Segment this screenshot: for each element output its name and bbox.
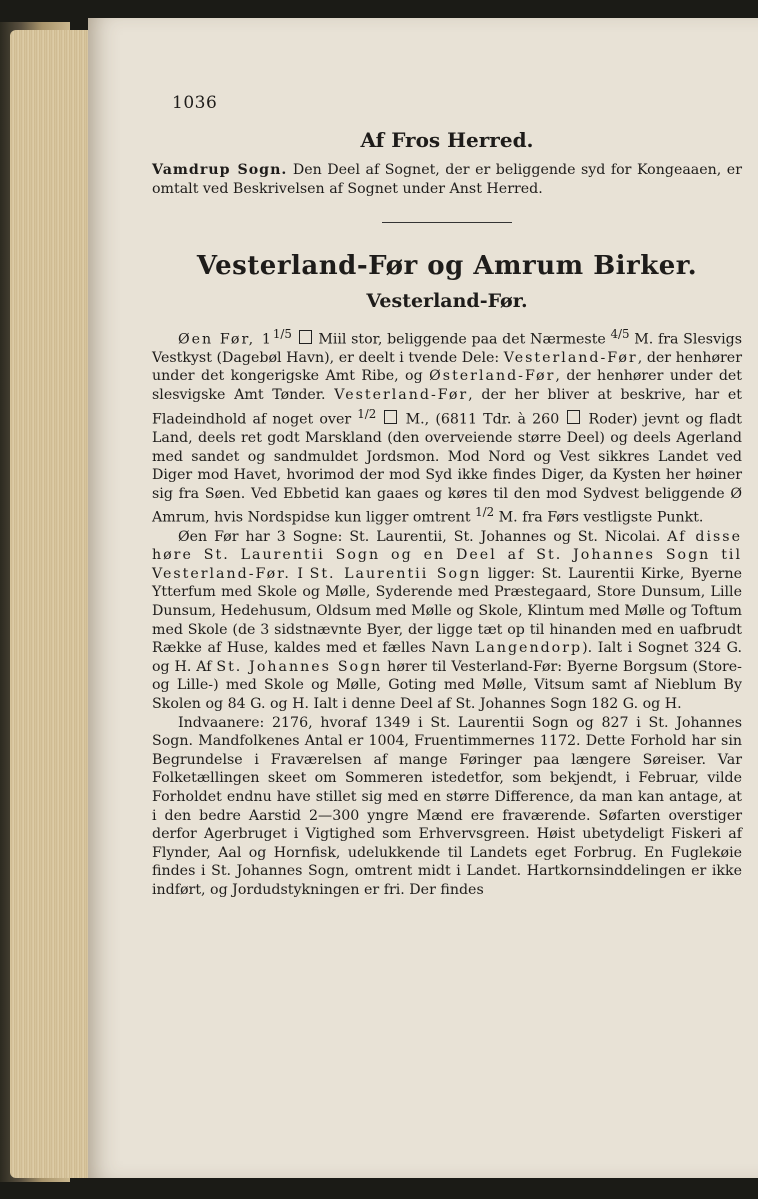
paragraph-island-description (152, 325, 742, 528)
fraction-one-half: 1/2 (357, 406, 377, 421)
p1-text-e: , der henhører under det slesvigske Amt Tønder. (152, 368, 742, 404)
p1-text-h: Roder) jevnt og fladt Land, deels ret godt Marskland (den overveiende større Deel) og deels Agerland med sandet og sandmuldet Jordsmon. Mod Nord og Vest sikkres Landet ved Diger mod Havet, hvorimod der mod Syd ikke findes Diger, da Kysten her høiner sig fra Søen. Ved Ebbetid kan gaaes og køres til den mod Sydvest beliggende Ø Amrum, hvis Nordspidse kun ligger omtrent (152, 411, 742, 527)
p2-text-b: Af disse høre St. Laurentii Sogn og en Deel af St. Johannes Sogn til Vesterland-Før. (152, 528, 742, 582)
st-johannes-sogn-term: St. Johannes Sogn (216, 658, 383, 675)
p1-text-f: , der her bliver at beskrive, har et Fladeindhold af noget over (152, 387, 742, 428)
page-number: 1036 (172, 93, 218, 113)
p2-text-i: hører til Vesterland-Før: Byerne Borgsum (Store- og Lille-) med Skole og Mølle, Goting med Mølle, Vitsum samt af Nieblum By Skolen og 84 G. og H. Ialt i denne Deel af St. Johannes Sogn 182 G. og H. (152, 658, 742, 713)
p2-text-c: I (290, 565, 310, 582)
square-mile-symbol-2 (384, 410, 397, 424)
p1-text-a: Øen Før, 1 (178, 331, 273, 348)
fraction-one-fifth: 1/5 (272, 326, 292, 341)
square-mile-symbol (299, 330, 312, 344)
section-title: Af Fros Herred. (360, 127, 534, 152)
p3-text: Indvaanere: 2176, hvoraf 1349 i St. Laurentii Sogn og 827 i St. Johannes Sogn. Mandfolkenes Antal er 1004, Fruentimmernes 1172. Dette Forhold har sin Begrundelse i Fraværelsen af mange Føringer paa længere Søreiser. Var Folketællingen skeet om Sommeren istedetfor, som bekjendt, i Februar, vilde Forholdet endnu have stillet sig med en større Difference, da man kan antage, at i den bedre Aarstid 2—300 yngre Mænd ere fraværende. Søfarten overstiger derfor Agerbruget i Vigtighed som Erhvervsgreen. Høist ubetydeligt Fiskeri af Flynder, Aal og Hornfisk, udelukkende til Landets eget Forbrug. En Fuglekøie findes i St. Johannes Sogn, omtrent midt i Landet. Hartkornsinddelingen er ikke indført, og Jordudstykningen er fri. Der findes (152, 714, 742, 898)
fraction-four-fifths: 4/5 (610, 326, 630, 341)
p2-text-e: ligger: St. Laurentii Kirke, Byerne Ytterfum med Skole og Mølle, Syderende med Præstegaard, Store Dunsum, Lille Dunsum, Hedehusum, Oldsum med Mølle og Skole, Klintum med Mølle og Toftum med Skole (de 3 sidstnævnte Byer, der ligge tæt op til hinanden med en uafbrudt Række af Huse, kaldes med et fælles Navn (152, 565, 742, 657)
vesterland-for-term: Vesterland-Før (503, 349, 638, 366)
paragraph-vamdrup (152, 161, 742, 198)
p1-text-i: M. fra Førs vestligste Punkt. (494, 510, 704, 527)
p1-text-d: , der henhører under det kongerigske Amt Ribe, og (152, 349, 742, 385)
book-page (88, 18, 758, 1178)
fraction-one-half-2: 1/2 (475, 505, 495, 520)
paragraph-parishes (152, 528, 742, 714)
square-rod-symbol (567, 410, 580, 424)
osterland-for-term: Østerland-Før (429, 368, 556, 385)
p1-text-b: Miil stor, beliggende paa det Nærmeste (313, 331, 611, 348)
p2-text-a: Øen Før har 3 Sogne: St. Laurentii, St. Johannes og St. Nicolai. (178, 528, 668, 545)
p1-text-g: M., (6811 Tdr. à 260 (399, 411, 566, 428)
p2-text-g: ). Ialt i Sognet 324 G. og H. Af (152, 640, 742, 675)
vamdrup-text: Den Deel af Sognet, der er beliggende syd for Kongeaaen, er omtalt ved Beskrivelsen af Sognet under Anst Herred. (152, 162, 742, 197)
sub-heading: Vesterland-Før. (366, 289, 528, 312)
divider-rule (382, 222, 512, 223)
paragraph-inhabitants (152, 714, 742, 900)
main-heading: Vesterland-Før og Amrum Birker. (196, 251, 698, 282)
vamdrup-label: Vamdrup Sogn. (152, 162, 288, 179)
st-laurentii-sogn-term: St. Laurentii Sogn (309, 565, 482, 582)
langendorp-term: Langendorp (474, 640, 583, 657)
page-edges (10, 30, 90, 1178)
vesterland-for-term-2: Vesterland-Før (334, 387, 469, 404)
p1-text-c: M. fra Slesvigs Vestkyst (Dagebøl Havn), er deelt i tvende Dele: (152, 331, 742, 366)
page-content (152, 94, 742, 900)
